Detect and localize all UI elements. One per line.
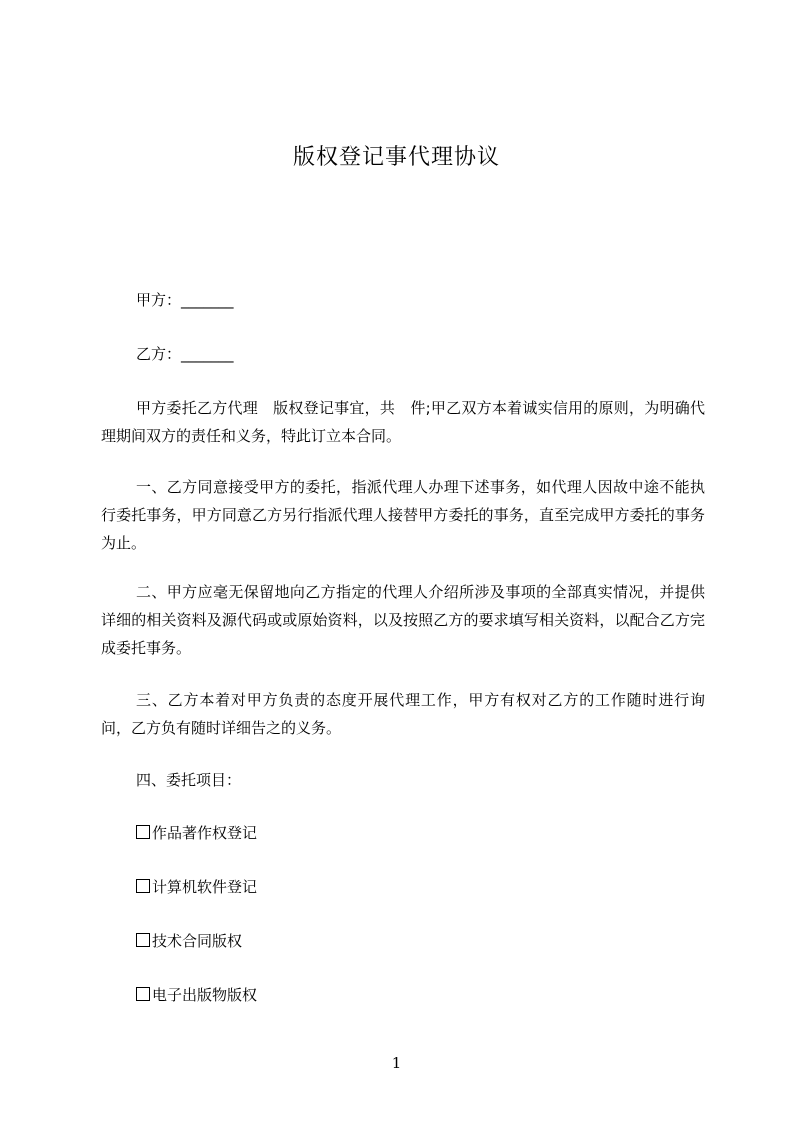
checklist-item-label: 电子出版物版权 <box>152 986 258 1004</box>
checklist-item <box>101 873 740 901</box>
checkbox-icon <box>136 987 150 1001</box>
checklist-item-label: 技术合同版权 <box>152 932 243 950</box>
document-title: 版权登记事代理协议 <box>292 145 500 170</box>
clause-3-paragraph: 三、乙方本着对甲方负责的态度开展代理工作，甲方有权对乙方的工作随时进行询问，乙方负有随时详细告之的义务。 <box>101 691 705 737</box>
clause-2-paragraph: 二、甲方应毫无保留地向乙方指定的代理人介绍所涉及事项的全部真实情况，并提供详细的相关资料及源代码或或原始资料，以及按照乙方的要求填写相关资料，以配合乙方完成委托事务。 <box>101 583 705 657</box>
checklist-item <box>101 981 740 1009</box>
checkbox-icon <box>136 825 150 839</box>
clause-4-heading: 四、委托项目： <box>136 771 242 789</box>
checkbox-icon <box>136 879 150 893</box>
checklist-item-label: 作品著作权登记 <box>152 824 258 842</box>
checklist-item <box>101 927 740 955</box>
clause-1-paragraph: 一、乙方同意接受甲方的委托，指派代理人办理下述事务，如代理人因故中途不能执行委托事务，甲方同意乙方另行指派代理人接替甲方委托的事务，直至完成甲方委托的事务为止。 <box>101 478 705 552</box>
checklist-item <box>101 819 740 847</box>
party-a-line: 甲方：_______ <box>136 291 234 309</box>
page-number: 1 <box>391 1054 402 1072</box>
intro-paragraph: 甲方委托乙方代理 版权登记事宜，共 件;甲乙双方本着诚实信用的原则，为明确代理期间双方的责任和义务，特此订立本合同。 <box>101 399 705 445</box>
party-b-line: 乙方：_______ <box>136 345 234 363</box>
checklist-item-label: 计算机软件登记 <box>152 878 258 896</box>
checkbox-icon <box>136 933 150 947</box>
